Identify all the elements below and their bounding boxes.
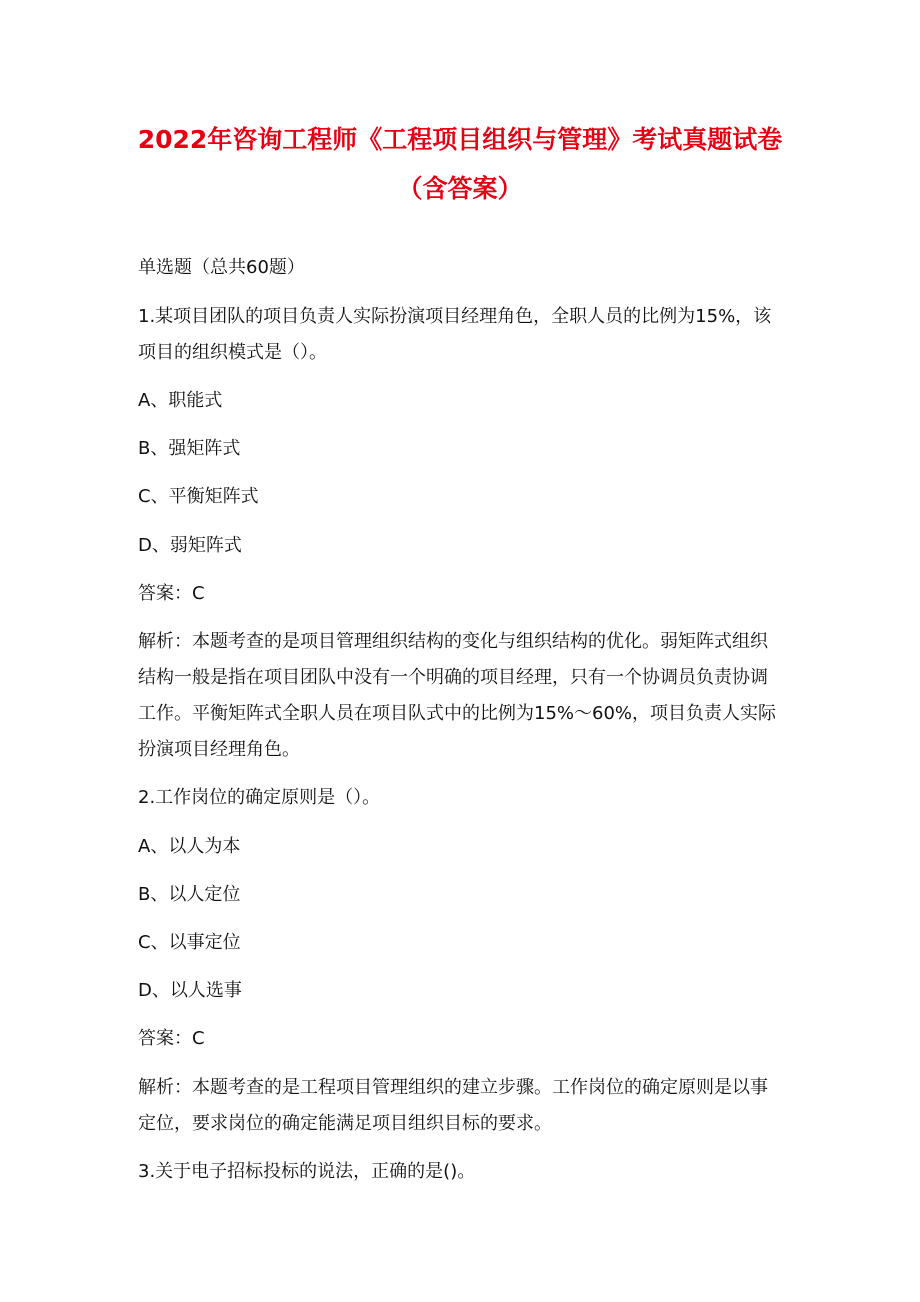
question-1-analysis-line-3: 工作。平衡矩阵式全职人员在项目队式中的比例为15%～60%，项目负责人实际 xyxy=(138,703,777,724)
question-1-option-b: B、强矩阵式 xyxy=(138,438,241,459)
question-2-analysis-line-1: 解析：本题考查的是工程项目管理组织的建立步骤。工作岗位的确定原则是以事 xyxy=(138,1077,768,1098)
document-title-line-2: （含答案） xyxy=(397,174,523,203)
question-2-option-c: C、以事定位 xyxy=(138,932,241,953)
question-2-analysis-line-2: 定位，要求岗位的确定能满足项目组织目标的要求。 xyxy=(138,1113,552,1134)
question-1-option-a: A、职能式 xyxy=(138,390,223,411)
question-1-analysis-line-2: 结构一般是指在项目团队中没有一个明确的项目经理，只有一个协调员负责协调 xyxy=(138,667,768,688)
question-2-answer: 答案：C xyxy=(138,1028,205,1049)
question-1-text-line-2: 项目的组织模式是（）。 xyxy=(138,342,327,363)
question-2-option-a: A、以人为本 xyxy=(138,836,241,857)
question-1-analysis-line-1: 解析：本题考查的是项目管理组织结构的变化与组织结构的优化。弱矩阵式组织 xyxy=(138,631,768,652)
question-2-option-b: B、以人定位 xyxy=(138,884,241,905)
question-3-text-line-1: 3.关于电子招标投标的说法，正确的是()。 xyxy=(138,1161,476,1182)
question-1-answer: 答案：C xyxy=(138,583,205,604)
question-2-option-d: D、以人选事 xyxy=(138,980,242,1001)
section-heading: 单选题（总共60题） xyxy=(138,257,305,278)
document-title-line-1: 2022年咨询工程师《工程项目组织与管理》考试真题试卷 xyxy=(137,125,783,154)
question-1-text-line-1: 1.某项目团队的项目负责人实际扮演项目经理角色，全职人员的比例为15%，该 xyxy=(138,306,772,327)
question-1-analysis-line-4: 扮演项目经理角色。 xyxy=(138,739,300,760)
question-2-text-line-1: 2.工作岗位的确定原则是（）。 xyxy=(138,787,381,808)
question-1-option-c: C、平衡矩阵式 xyxy=(138,486,259,507)
question-1-option-d: D、弱矩阵式 xyxy=(138,535,242,556)
